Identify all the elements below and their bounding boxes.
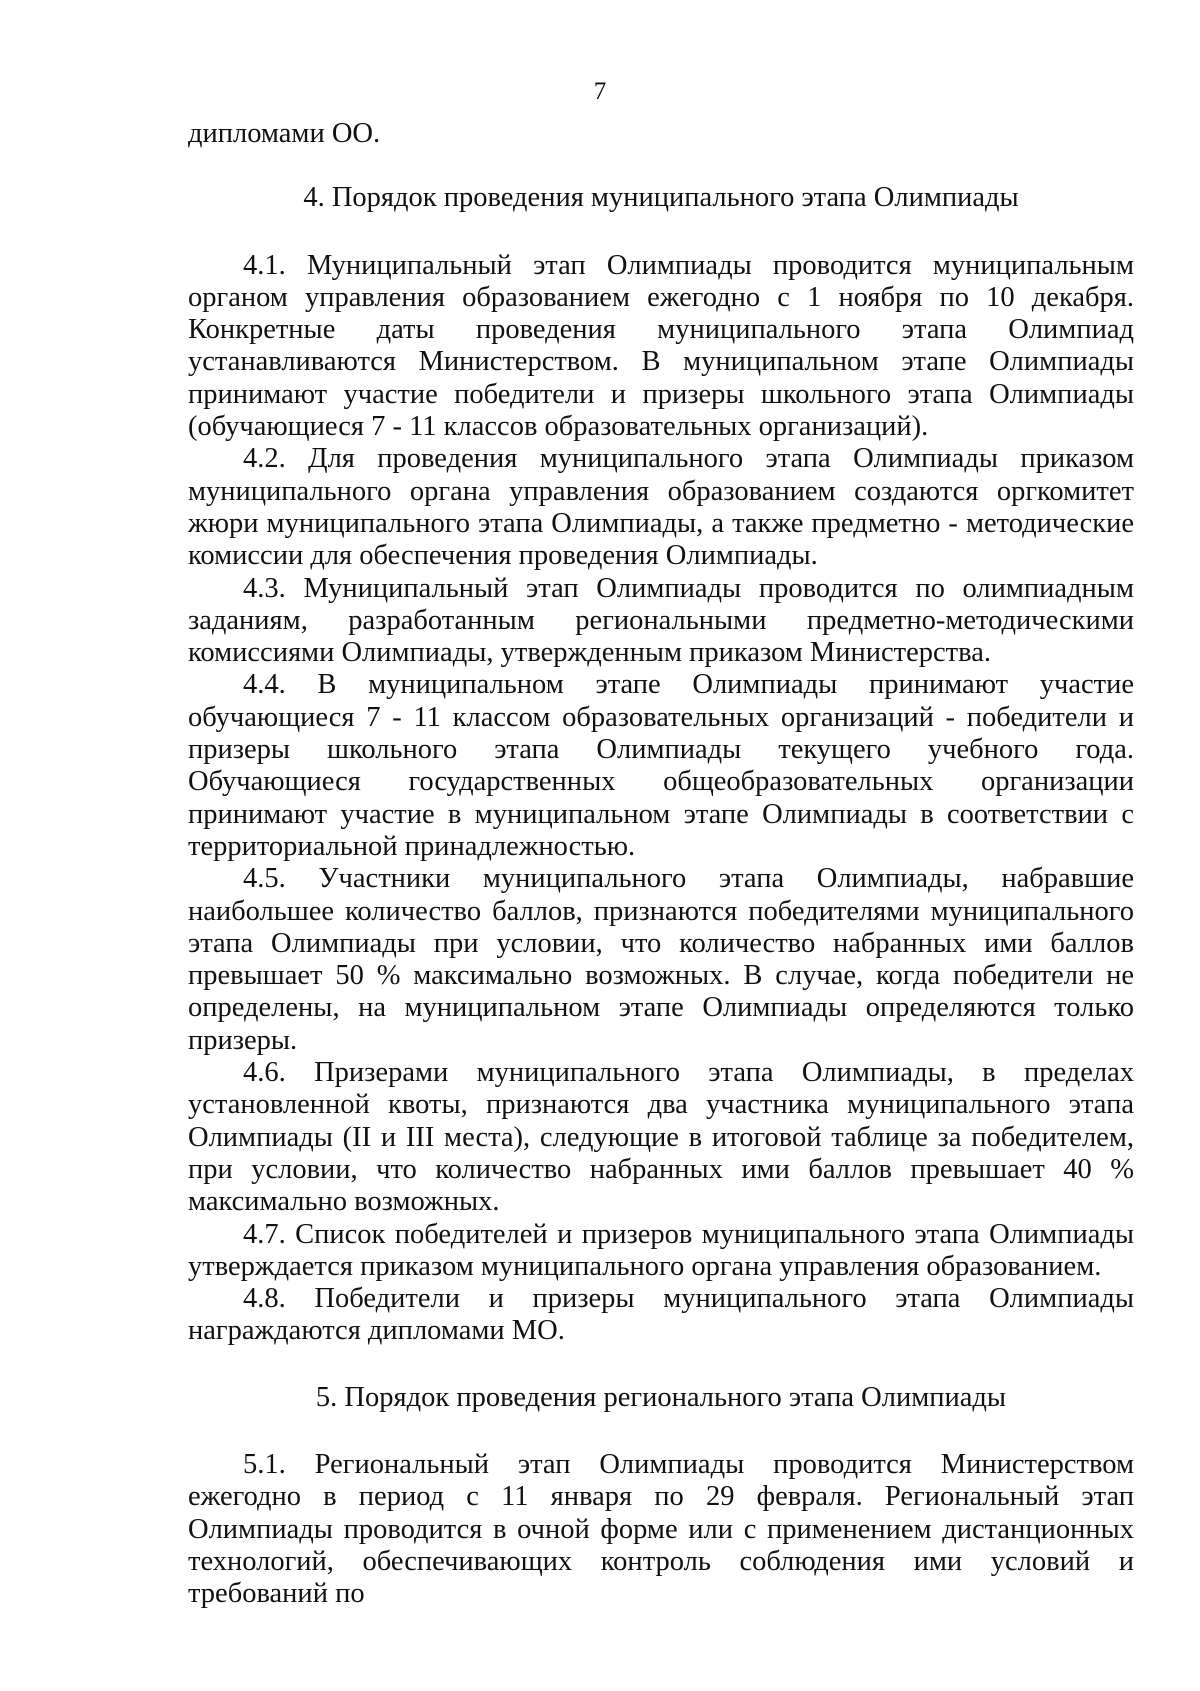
paragraph-4-7: 4.7. Список победителей и призеров муниципального этапа Олимпиады утверждается приказом муниципального органа управления образованием. <box>188 1218 1134 1282</box>
document-body <box>188 118 1134 1610</box>
section-5-heading: 5. Порядок проведения регионального этапа Олимпиады <box>315 1381 1007 1413</box>
paragraph-4-1: 4.1. Муниципальный этап Олимпиады проводится муниципальным органом управления образованием ежегодно с 1 ноября по 10 декабря. Конкретные даты проведения муниципального этапа Олимпиад устанавливаются Министерством. В муниципальном этапе Олимпиады принимают участие победители и призеры школьного этапа Олимпиады (обучающиеся 7 - 11 классов образовательных организаций). <box>188 249 1134 443</box>
paragraph-4-8: 4.8. Победители и призеры муниципального этапа Олимпиады награждаются дипломами МО. <box>188 1283 1134 1347</box>
section-4-heading: 4. Порядок проведения муниципального этапа Олимпиады <box>303 182 1019 214</box>
page-number: 7 <box>593 78 607 105</box>
paragraph-4-3: 4.3. Муниципальный этап Олимпиады проводится по олимпиадным заданиям, разработанным региональными предметно-методическими комиссиями Олимпиады, утвержденным приказом Министерства. <box>188 572 1134 669</box>
paragraph-5-1: 5.1. Региональный этап Олимпиады проводится Министерством ежегодно в период с 11 января по 29 февраля. Региональный этап Олимпиады проводится в очной форме или с применением дистанционных технологий, обеспечивающих контроль соблюдения ими условий и требований по <box>188 1448 1134 1610</box>
paragraph-4-5: 4.5. Участники муниципального этапа Олимпиады, набравшие наибольшее количество баллов, признаются победителями муниципального этапа Олимпиады при условии, что количество набранных ими баллов превышает 50 % максимально возможных. В случае, когда победители не определены, на муниципальном этапе Олимпиады определяются только призеры. <box>188 863 1134 1056</box>
continuation-text: дипломами ОО. <box>188 118 381 149</box>
paragraph-4-6: 4.6. Призерами муниципального этапа Олимпиады, в пределах установленной квоты, признаются два участника муниципального этапа Олимпиады (II и III места), следующие в итоговой таблице за победителем, при условии, что количество набранных ими баллов превышает 40 % максимально возможных. <box>188 1057 1134 1218</box>
paragraph-4-4: 4.4. В муниципальном этапе Олимпиады принимают участие обучающиеся 7 - 11 классом образовательных организаций - победители и призеры школьного этапа Олимпиады текущего учебного года. Обучающиеся государственных общеобразовательных организации принимают участие в муниципальном этапе Олимпиады в соответствии с территориальной принадлежностью. <box>188 669 1134 862</box>
paragraph-4-2: 4.2. Для проведения муниципального этапа Олимпиады приказом муниципального органа управления образованием создаются оргкомитет жюри муниципального этапа Олимпиады, а также предметно - методические комиссии для обеспечения проведения Олимпиады. <box>188 443 1134 572</box>
